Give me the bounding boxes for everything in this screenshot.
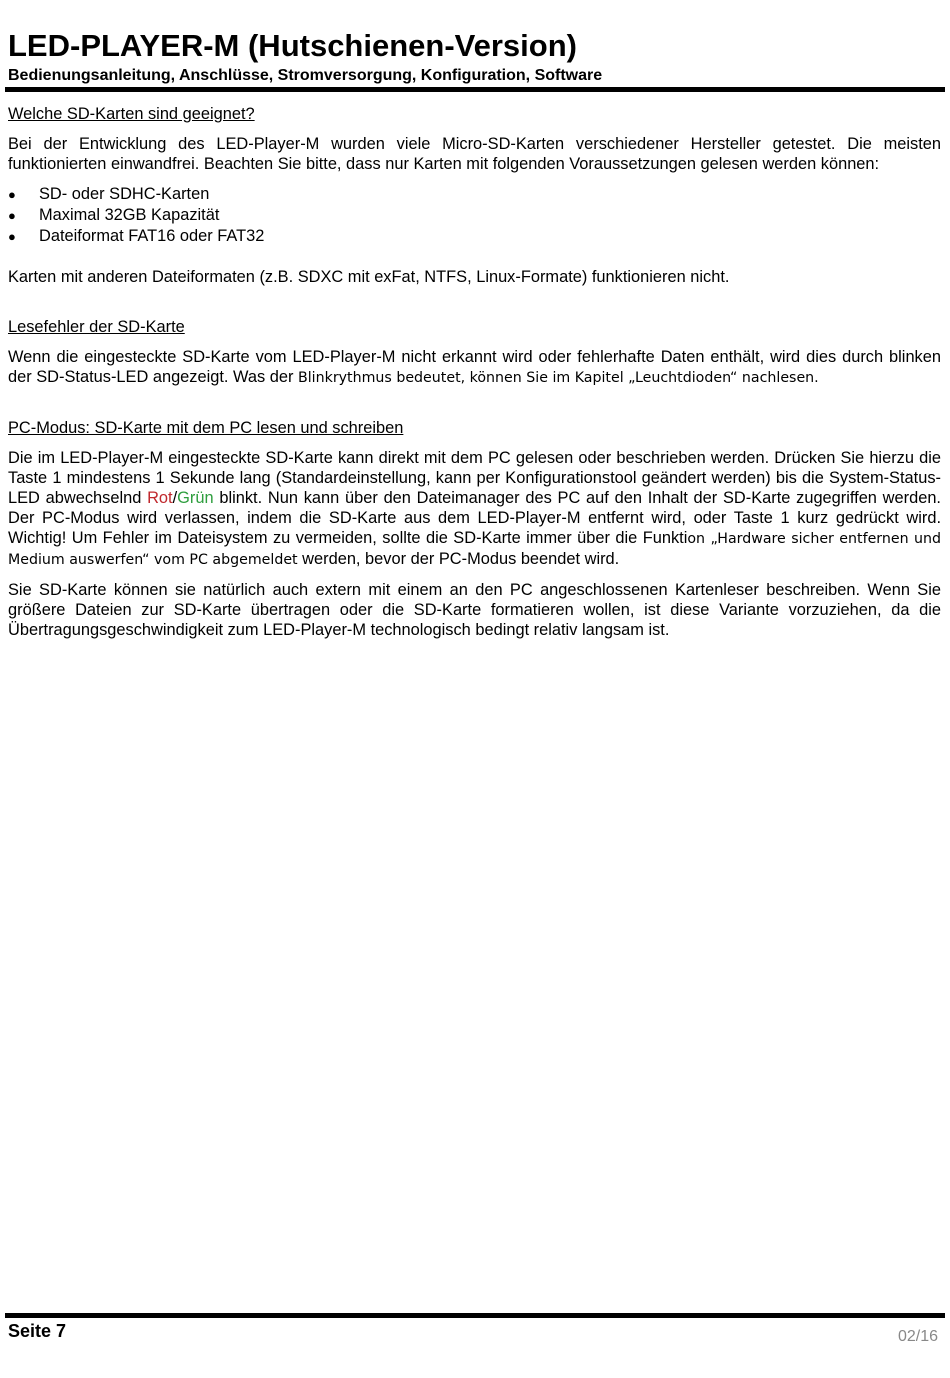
pc-mode-text-part2: blinkt. Nun kann über den Dateimanager des PC auf den Inhalt der SD-Karte zugegriffen werden. Der PC-Modus wird verlassen, indem die SD-Karte aus dem LED-Player-M entfernt wird, oder Taste 1 kurz gedrückt wird. Wichtig! Um Fehler im Dateisystem zu vermeiden, sollte die SD-Karte immer über die Funkti <box>8 489 941 547</box>
list-item <box>8 184 941 205</box>
read-errors-text-part1: Wenn die eingesteckte SD-Karte vom LED-Player-M nicht erkannt wird oder fehlerhafte Daten enthält, wird dies durch blinken der SD-Status-LED angezeigt. Was der <box>8 348 941 386</box>
list-item-text: SD- oder SDHC-Karten <box>39 185 210 203</box>
section-heading-sd-cards: Welche SD-Karten sind geeignet? <box>8 105 255 123</box>
section-heading-pc-mode: PC-Modus: SD-Karte mit dem PC lesen und schreiben <box>8 419 404 437</box>
header-divider <box>5 87 945 92</box>
document-subtitle: Bedienungsanleitung, Anschlüsse, Stromversorgung, Konfiguration, Software <box>8 67 603 84</box>
bullet-icon: ● <box>8 208 16 223</box>
list-item-text: Maximal 32GB Kapazität <box>39 206 220 224</box>
read-errors-text <box>8 347 941 388</box>
bullet-icon: ● <box>8 229 16 244</box>
pc-mode-paragraph-2: Sie SD-Karte können sie natürlich auch extern mit einem an den PC angeschlossenen Kartenleser beschreiben. Wenn Sie größere Dateien zur SD-Karte übertragen oder die SD-Karte formatieren wollen, ist diese Variante vorzuziehen, da die Übertragungsgeschwindigkeit zum LED-Player-M technologisch bedingt relativ langsam ist. <box>8 581 941 639</box>
pc-mode-text-part3: on „Hardware sicher entfernen und Medium auswerfen“ vom PC abgemeldet <box>8 531 941 568</box>
unsupported-formats-note: Karten mit anderen Dateiformaten (z.B. SDXC mit exFat, NTFS, Linux-Formate) funktionieren nicht. <box>8 268 730 286</box>
section-spacer <box>8 398 941 418</box>
sd-cards-intro: Bei der Entwicklung des LED-Player-M wurden viele Micro-SD-Karten verschiedener Hersteller getestet. Die meisten funktionierten einwandfrei. Beachten Sie bitte, dass nur Karten mit folgenden Voraussetzungen gelesen werden können: <box>8 135 941 173</box>
bullet-icon: ● <box>8 187 16 202</box>
red-color-word: Rot <box>147 489 173 507</box>
read-errors-text-part2: Blinkrythmus bedeutet, können Sie im Kapitel „Leuchtdioden“ nachlesen. <box>298 370 819 386</box>
green-color-word: Grün <box>177 489 214 507</box>
document-header <box>8 26 944 86</box>
section-heading-read-errors: Lesefehler der SD-Karte <box>8 318 185 336</box>
pc-mode-paragraph-1 <box>8 448 941 570</box>
sd-card-requirements-list <box>8 184 941 247</box>
list-item-text: Dateiformat FAT16 oder FAT32 <box>39 227 265 245</box>
document-title: LED-PLAYER-M (Hutschienen-Version) <box>8 28 577 63</box>
color-separator: / <box>172 489 178 507</box>
list-item <box>8 226 941 247</box>
page-number: Seite 7 <box>8 1321 67 1341</box>
document-body <box>8 104 941 650</box>
document-date: 02/16 <box>897 1328 938 1345</box>
pc-mode-text-part1: Die im LED-Player-M eingesteckte SD-Karte kann direkt mit dem PC gelesen oder beschrieben werden. Drücken Sie hierzu die Taste 1 mindestens 1 Sekunde lang (Standardeinstellung, kann per Konfigurationstool geändert werden) bis die System-Status-LED abwechselnd <box>8 449 941 507</box>
footer-divider <box>5 1313 945 1318</box>
pc-mode-text-part4: werden, bevor der PC-Modus beendet wird. <box>297 550 620 568</box>
list-item <box>8 205 941 226</box>
section-spacer <box>8 297 941 317</box>
